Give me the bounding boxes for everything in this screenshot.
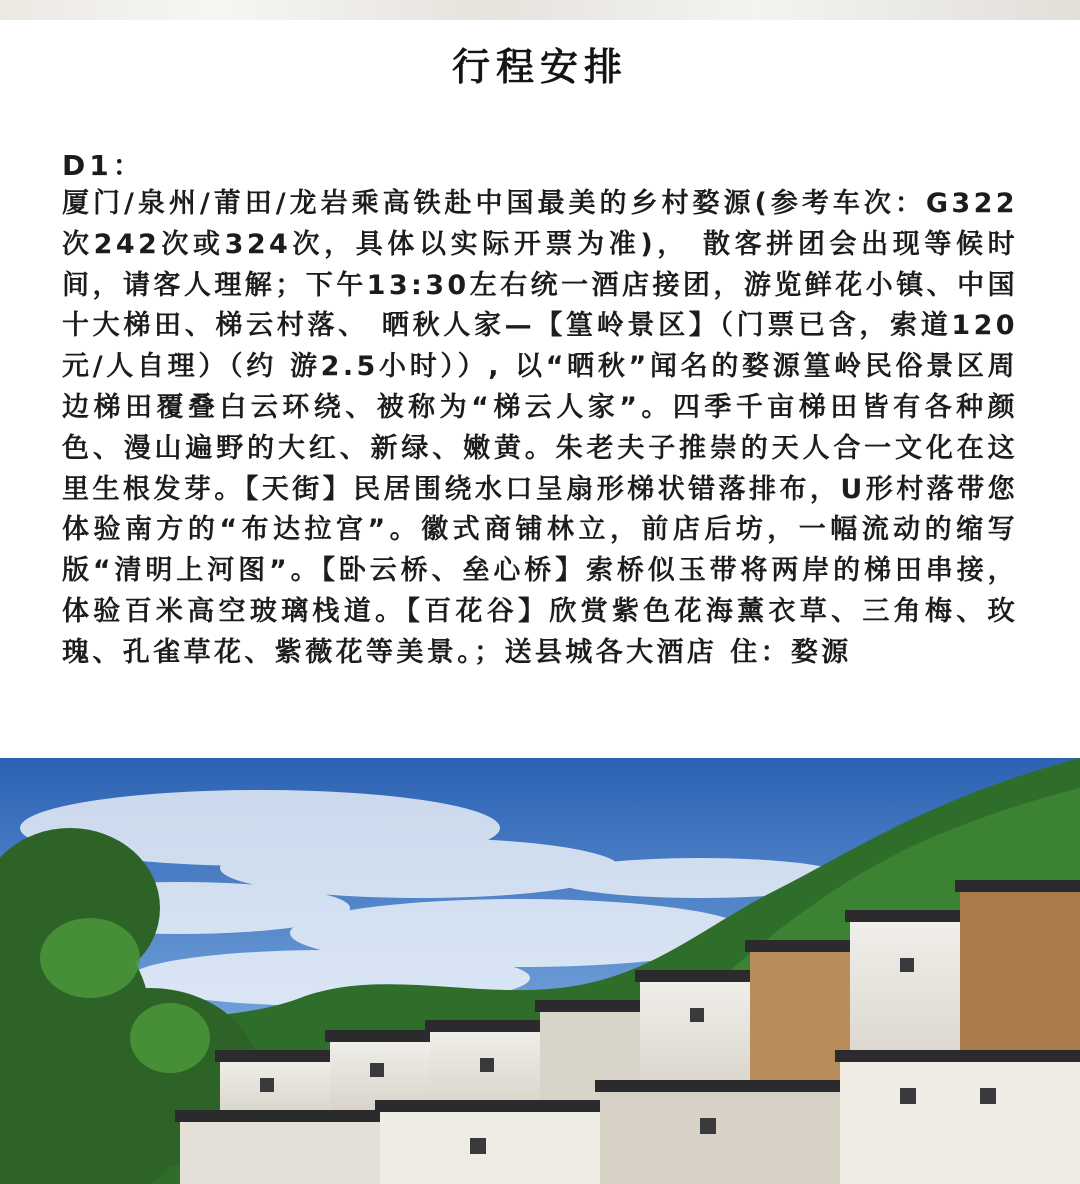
village-photo-illustration xyxy=(0,758,1080,1184)
decorative-top-strip xyxy=(0,0,1080,20)
village-photo xyxy=(0,758,1080,1184)
day-label: D1： xyxy=(62,149,145,182)
page-title: 行程安排 xyxy=(451,45,628,89)
itinerary-description: 厦门/泉州/莆田/龙岩乘高铁赴中国最美的乡村婺源(参考车次：G322次242次或324次，具体以实际开票为准)， 散客拼团会出现等候时间，请客人理解；下午13:30左右统一酒店接团，游览鲜花小镇、中国十大梯田、梯云村落、 晒秋人家—【篁岭景区】（门票已含，索道120元/人自理）（约 游2.5小时））, 以“晒秋”闻名的婺源篁岭民俗景区周边梯田覆叠白云环绕、被称为“梯云人家”。四季千亩梯田皆有各种颜色、漫山遍野的大红、新绿、嫩黄。朱老夫子推崇的天人合一文化在这里生根发芽。【天街】民居围绕水口呈扇形梯状错落排布，U形村落带您体验南方的“布达拉宫”。徽式商铺林立，前店后坊，一幅流动的缩写版“清明上河图”。【卧云桥、垒心桥】索桥似玉带将两岸的梯田串接，体验百米高空玻璃栈道。【百花谷】欣赏紫色花海薰衣草、三角梅、玫瑰、孔雀草花、紫薇花等美景。；送县城各大酒店 住：婺源 xyxy=(62,188,1018,668)
